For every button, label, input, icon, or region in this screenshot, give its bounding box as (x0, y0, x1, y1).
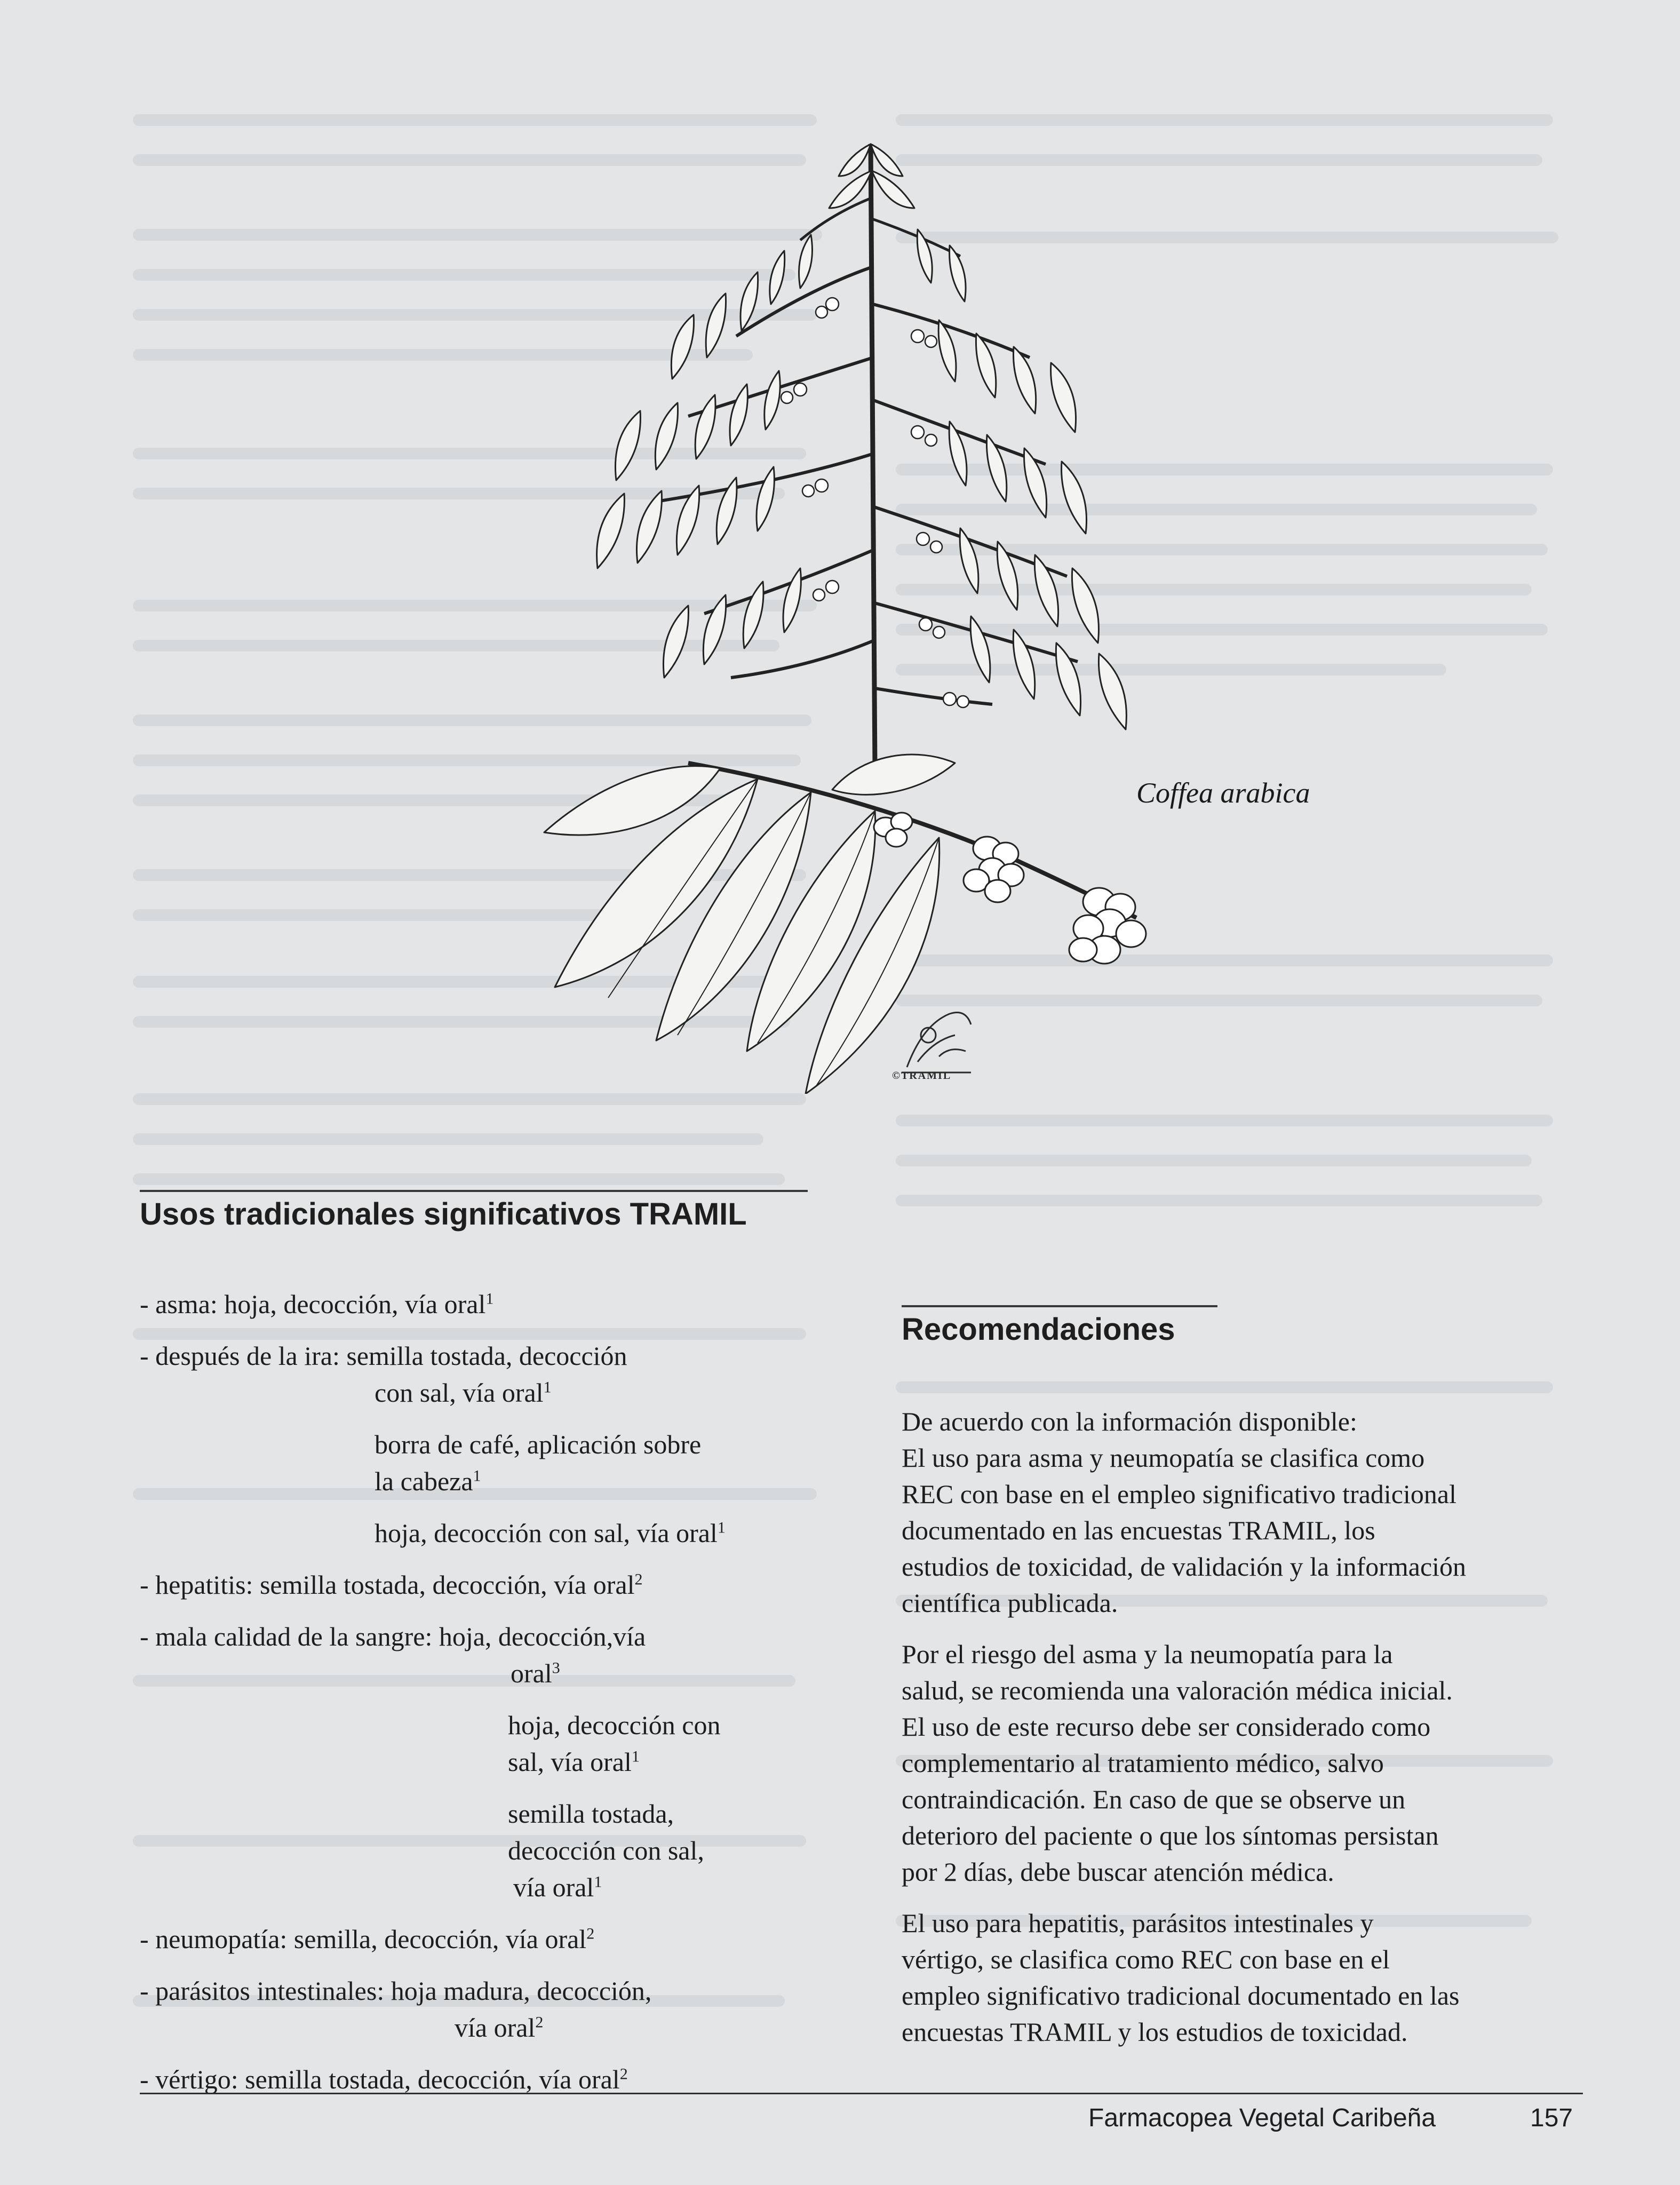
recommendation-line: El uso para hepatitis, parásitos intestinales y (902, 1908, 1374, 1938)
use-line-text: vía oral (455, 2013, 536, 2043)
reference-superscript: 1 (543, 1378, 552, 1396)
use-line-text: - neumopatía: semilla, decocción, vía oral (140, 1924, 587, 1954)
recommendation-line: REC con base en el empleo significativo tradicional (902, 1479, 1456, 1509)
use-line-text: decocción con sal, (508, 1836, 704, 1865)
apical-leaf (872, 171, 914, 208)
use-entry (140, 1567, 833, 1603)
use-line (140, 1338, 833, 1374)
use-entry (140, 1286, 833, 1323)
tramil-logo-label: ©TRAMIL (892, 1070, 952, 1082)
apical-leaf (829, 171, 872, 208)
use-line-text: oral (511, 1658, 552, 1688)
reference-superscript: 2 (586, 1925, 595, 1943)
use-line-text: hoja, decocción con (508, 1710, 721, 1740)
use-entry (140, 1921, 833, 1958)
reference-superscript: 1 (485, 1290, 494, 1308)
use-line-text: - hepatitis: semilla tostada, decocción, vía oral (140, 1570, 635, 1600)
leaf-cluster-left (597, 235, 813, 678)
use-line (140, 1832, 833, 1869)
use-line-text: - vértigo: semilla tostada, decocción, vía oral (140, 2064, 620, 2094)
use-line-text: semilla tostada, (508, 1799, 674, 1829)
leaf-cluster-right (917, 229, 1126, 729)
recommendation-line: científica publicada. (902, 1588, 1118, 1618)
recommendation-line: documentado en las encuestas TRAMIL, los (902, 1515, 1375, 1545)
recommendation-line: contraindicación. En caso de que se observe un (902, 1784, 1406, 1814)
use-line (140, 1655, 833, 1692)
use-line (140, 1463, 833, 1500)
use-line (140, 1973, 833, 2009)
reference-superscript: 1 (631, 1747, 640, 1766)
recommendation-line: empleo significativo tradicional documentado en las (902, 1981, 1460, 2011)
use-entry (140, 1338, 833, 1411)
recommendation-line: estudios de toxicidad, de validación y la información (902, 1552, 1467, 1582)
use-line (140, 1286, 833, 1323)
reference-superscript: 3 (552, 1659, 560, 1677)
use-entry (140, 1795, 833, 1906)
recommendation-line: por 2 días, debe buscar atención médica. (902, 1857, 1334, 1887)
use-line-text: - mala calidad de la sangre: hoja, decocción,vía (140, 1622, 646, 1651)
reference-superscript: 2 (634, 1570, 643, 1588)
reference-superscript: 1 (473, 1467, 481, 1485)
use-line (140, 1374, 833, 1411)
recommendation-line: salud, se recomienda una valoración médica inicial. (902, 1675, 1453, 1705)
reference-superscript: 2 (619, 2065, 628, 2083)
use-line-text: con sal, vía oral (375, 1378, 544, 1408)
recommendation-line: El uso para asma y neumopatía se clasifica como (902, 1443, 1425, 1473)
plant-branch (875, 688, 992, 704)
plant-branch (731, 640, 874, 678)
traditional-uses-list (140, 1286, 833, 2113)
species-caption: Coffea arabica (1136, 777, 1310, 809)
use-line (140, 1744, 833, 1781)
use-line (140, 1707, 833, 1744)
use-line (140, 1618, 833, 1655)
use-line (140, 1426, 833, 1463)
use-line-text: borra de café, aplicación sobre (375, 1429, 702, 1459)
page-number: 157 (1530, 2104, 1573, 2132)
use-line (140, 1515, 833, 1552)
use-line (140, 2009, 833, 2046)
use-line-text: - asma: hoja, decocción, vía oral (140, 1289, 486, 1319)
recommendations-text (902, 1403, 1595, 2065)
use-line-text: sal, vía oral (508, 1747, 632, 1777)
use-entry (140, 1707, 833, 1781)
footer-title: Farmacopea Vegetal Caribeña (1088, 2104, 1436, 2132)
apical-leaf (871, 144, 903, 176)
use-line-text: - parásitos intestinales: hoja madura, decocción, (140, 1976, 652, 2006)
use-line-text: - después de la ira: semilla tostada, decocción (140, 1341, 627, 1371)
reference-superscript: 1 (717, 1519, 726, 1537)
use-entry (140, 1426, 833, 1500)
use-entry (140, 1515, 833, 1552)
recommendation-line: De acuerdo con la información disponible: (902, 1407, 1357, 1436)
recommendation-paragraph (902, 1636, 1595, 1890)
recommendation-paragraph (902, 1905, 1595, 2050)
recommendation-paragraph (902, 1403, 1595, 1621)
recommendation-line: El uso de este recurso debe ser considerado como (902, 1712, 1431, 1742)
use-line (140, 1795, 833, 1832)
plant-branch (872, 219, 960, 256)
recommendation-line: deterioro del paciente o que los síntomas persistan (902, 1821, 1439, 1850)
coffee-plant-illustration (534, 133, 1200, 1094)
uses-heading: Usos tradicionales significativos TRAMIL (140, 1197, 747, 1231)
plant-main-stem (871, 144, 875, 768)
use-line (140, 1567, 833, 1603)
recommendation-line: vértigo, se clasifica como REC con base en el (902, 1944, 1390, 1974)
recommendation-line: encuestas TRAMIL y los estudios de toxicidad. (902, 2017, 1408, 2047)
reference-superscript: 2 (535, 2013, 544, 2031)
use-line-text: la cabeza (375, 1466, 473, 1496)
recommendation-line: Por el riesgo del asma y la neumopatía para la (902, 1639, 1393, 1669)
use-entry (140, 1973, 833, 2046)
reference-superscript: 1 (594, 1873, 602, 1891)
recommendations-heading: Recomendaciones (902, 1312, 1175, 1347)
recommendations-heading-rule (902, 1305, 1217, 1307)
footer-rule (140, 2093, 1583, 2094)
recommendation-line: complementario al tratamiento médico, salvo (902, 1748, 1384, 1778)
use-line-text: hoja, decocción con sal, vía oral (375, 1518, 718, 1548)
apical-leaf (839, 144, 871, 176)
use-line (140, 1921, 833, 1958)
use-line (140, 1869, 833, 1906)
use-entry (140, 1618, 833, 1692)
use-line-text: vía oral (513, 1872, 594, 1902)
uses-heading-rule (140, 1190, 808, 1192)
